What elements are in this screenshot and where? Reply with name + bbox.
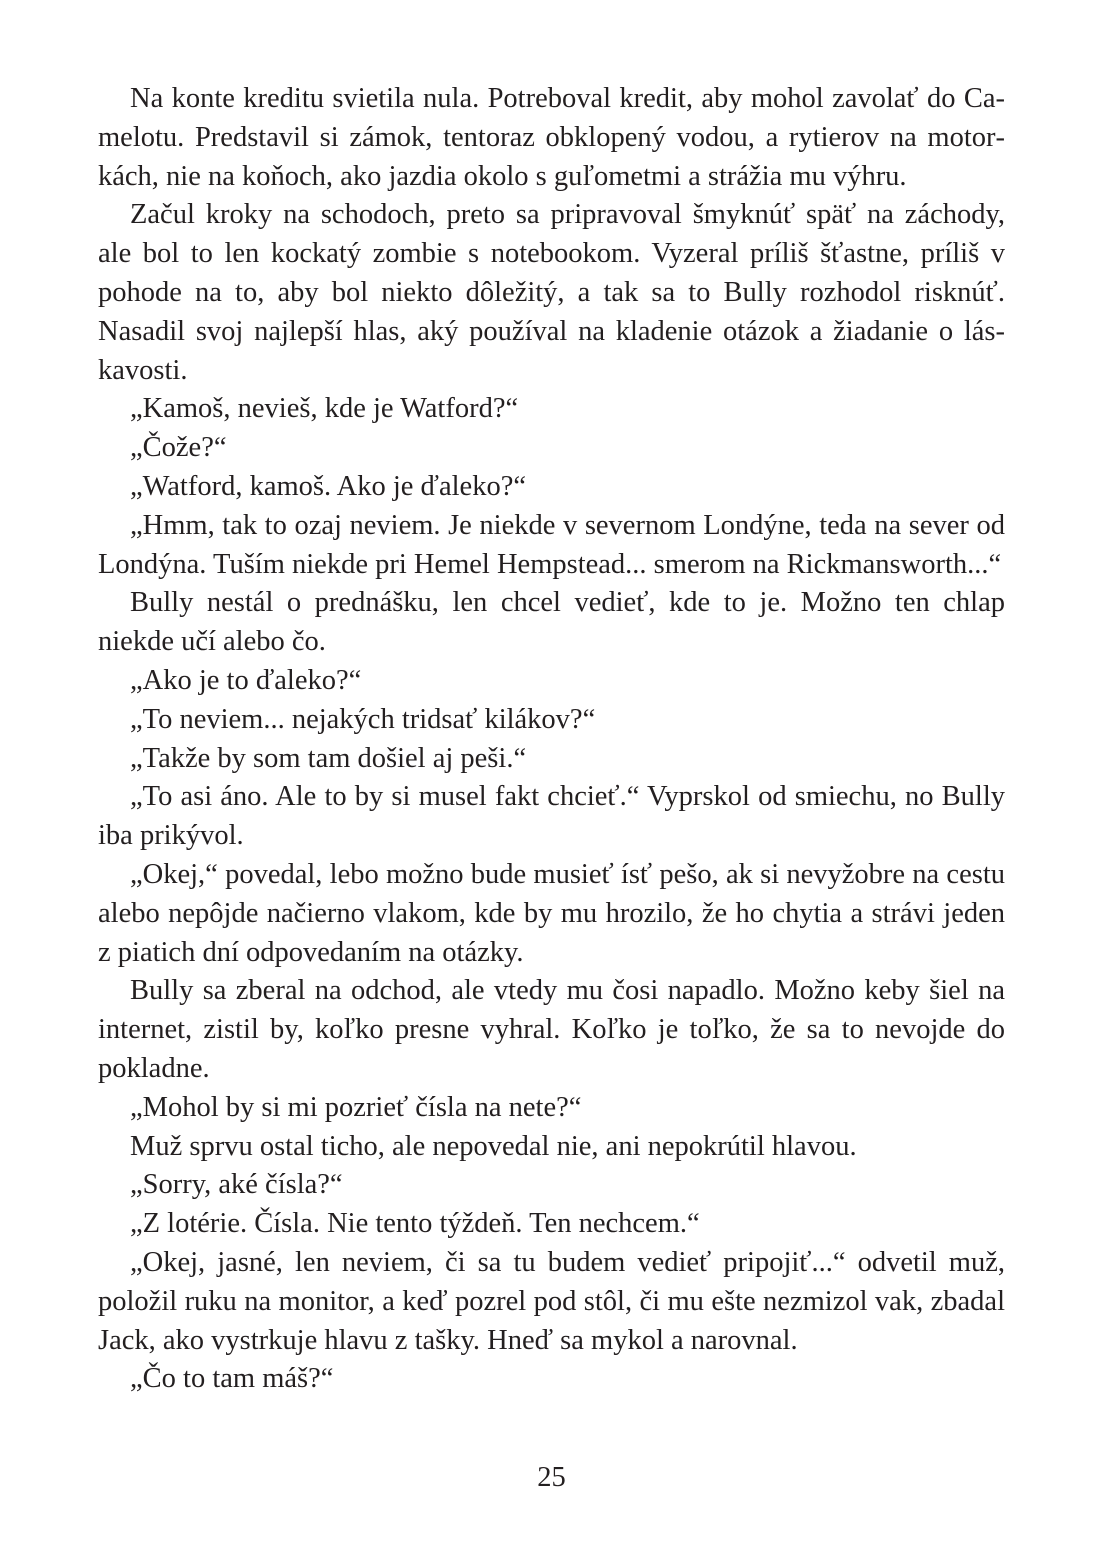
paragraph: „Čože?“ — [130, 432, 227, 464]
paragraph: „Sorry, aké čísla?“ — [130, 1169, 343, 1201]
paragraph: „To neviem... nejakých tridsať kilákov?“ — [130, 703, 596, 735]
paragraph: „Čo to tam máš?“ — [130, 1363, 334, 1395]
paragraph: „Okej, jasné, len neviem, či sa tu budem vedieť pripojiť...“ odvetil muž, položil ruku na monitor, a keď pozrel pod stôl, či mu ešte nezmizol vak, zbadal Jack, ako vystrkuje hlavu z tašky. Hneď sa mykol a narovnal. — [98, 1246, 1005, 1356]
paragraph: „Okej,“ povedal, lebo možno bude musieť ísť pešo, ak si nevyžobre na cestu alebo nepôjde načierno vlakom, kde by mu hrozilo, že ho chytia a strávi jeden z piatich dní odpovedaním na otázky. — [98, 858, 1005, 968]
paragraph: Na konte kreditu svietila nula. Potreboval kredit, aby mohol zavolať do Camelotu. Predstavil si zámok, tentoraz obklopený vodou, a rytierov na motorkách, nie na koňoch, ako jazdia okolo s guľometmi a strážia mu výhru. — [98, 83, 1005, 192]
paragraph: Bully sa zberal na odchod, ale vtedy mu čosi napadlo. Možno keby šiel na internet, zistil by, koľko presne vyhral. Koľko je toľko, že sa to nevojde do pokladne. — [98, 975, 1005, 1084]
paragraph: „Mohol by si mi pozrieť čísla na nete?“ — [130, 1091, 582, 1123]
paragraph: Bully nestál o prednášku, len chcel vedieť, kde to je. Možno ten chlap niekde učí alebo čo. — [98, 587, 1005, 658]
paragraph: „Z lotérie. Čísla. Nie tento týždeň. Ten nechcem.“ — [130, 1208, 700, 1240]
paragraph: „To asi áno. Ale to by si musel fakt chcieť.“ Vyprskol od smiechu, no Bully iba prikývol. — [98, 781, 1005, 852]
page-number: 25 — [537, 1462, 566, 1493]
book-page-text — [98, 80, 1005, 1399]
paragraph: „Takže by som tam došiel aj peši.“ — [130, 742, 527, 774]
paragraph: Muž sprvu ostal ticho, ale nepovedal nie, ani nepokrútil hlavou. — [130, 1130, 857, 1162]
paragraph: „Ako je to ďaleko?“ — [130, 664, 362, 696]
paragraph: „Watford, kamoš. Ako je ďaleko?“ — [130, 470, 526, 502]
paragraph: „Kamoš, nevieš, kde je Watford?“ — [130, 393, 519, 425]
paragraph: Začul kroky na schodoch, preto sa pripravoval šmyknúť späť na záchody, ale bol to len kockatý zombie s notebookom. Vyzeral príliš šťastne, príliš v pohode na to, aby bol niekto dôležitý, a tak sa to Bully rozhodol risknúť. Nasadil svoj najlepší hlas, aký používal na kladenie otázok a žiadanie o láskavosti. — [98, 199, 1005, 386]
paragraph: „Hmm, tak to ozaj neviem. Je niekde v severnom Londýne, teda na sever od Londýna. Tuším niekde pri Hemel Hempstead... smerom na Rickmansworth...“ — [98, 509, 1005, 580]
